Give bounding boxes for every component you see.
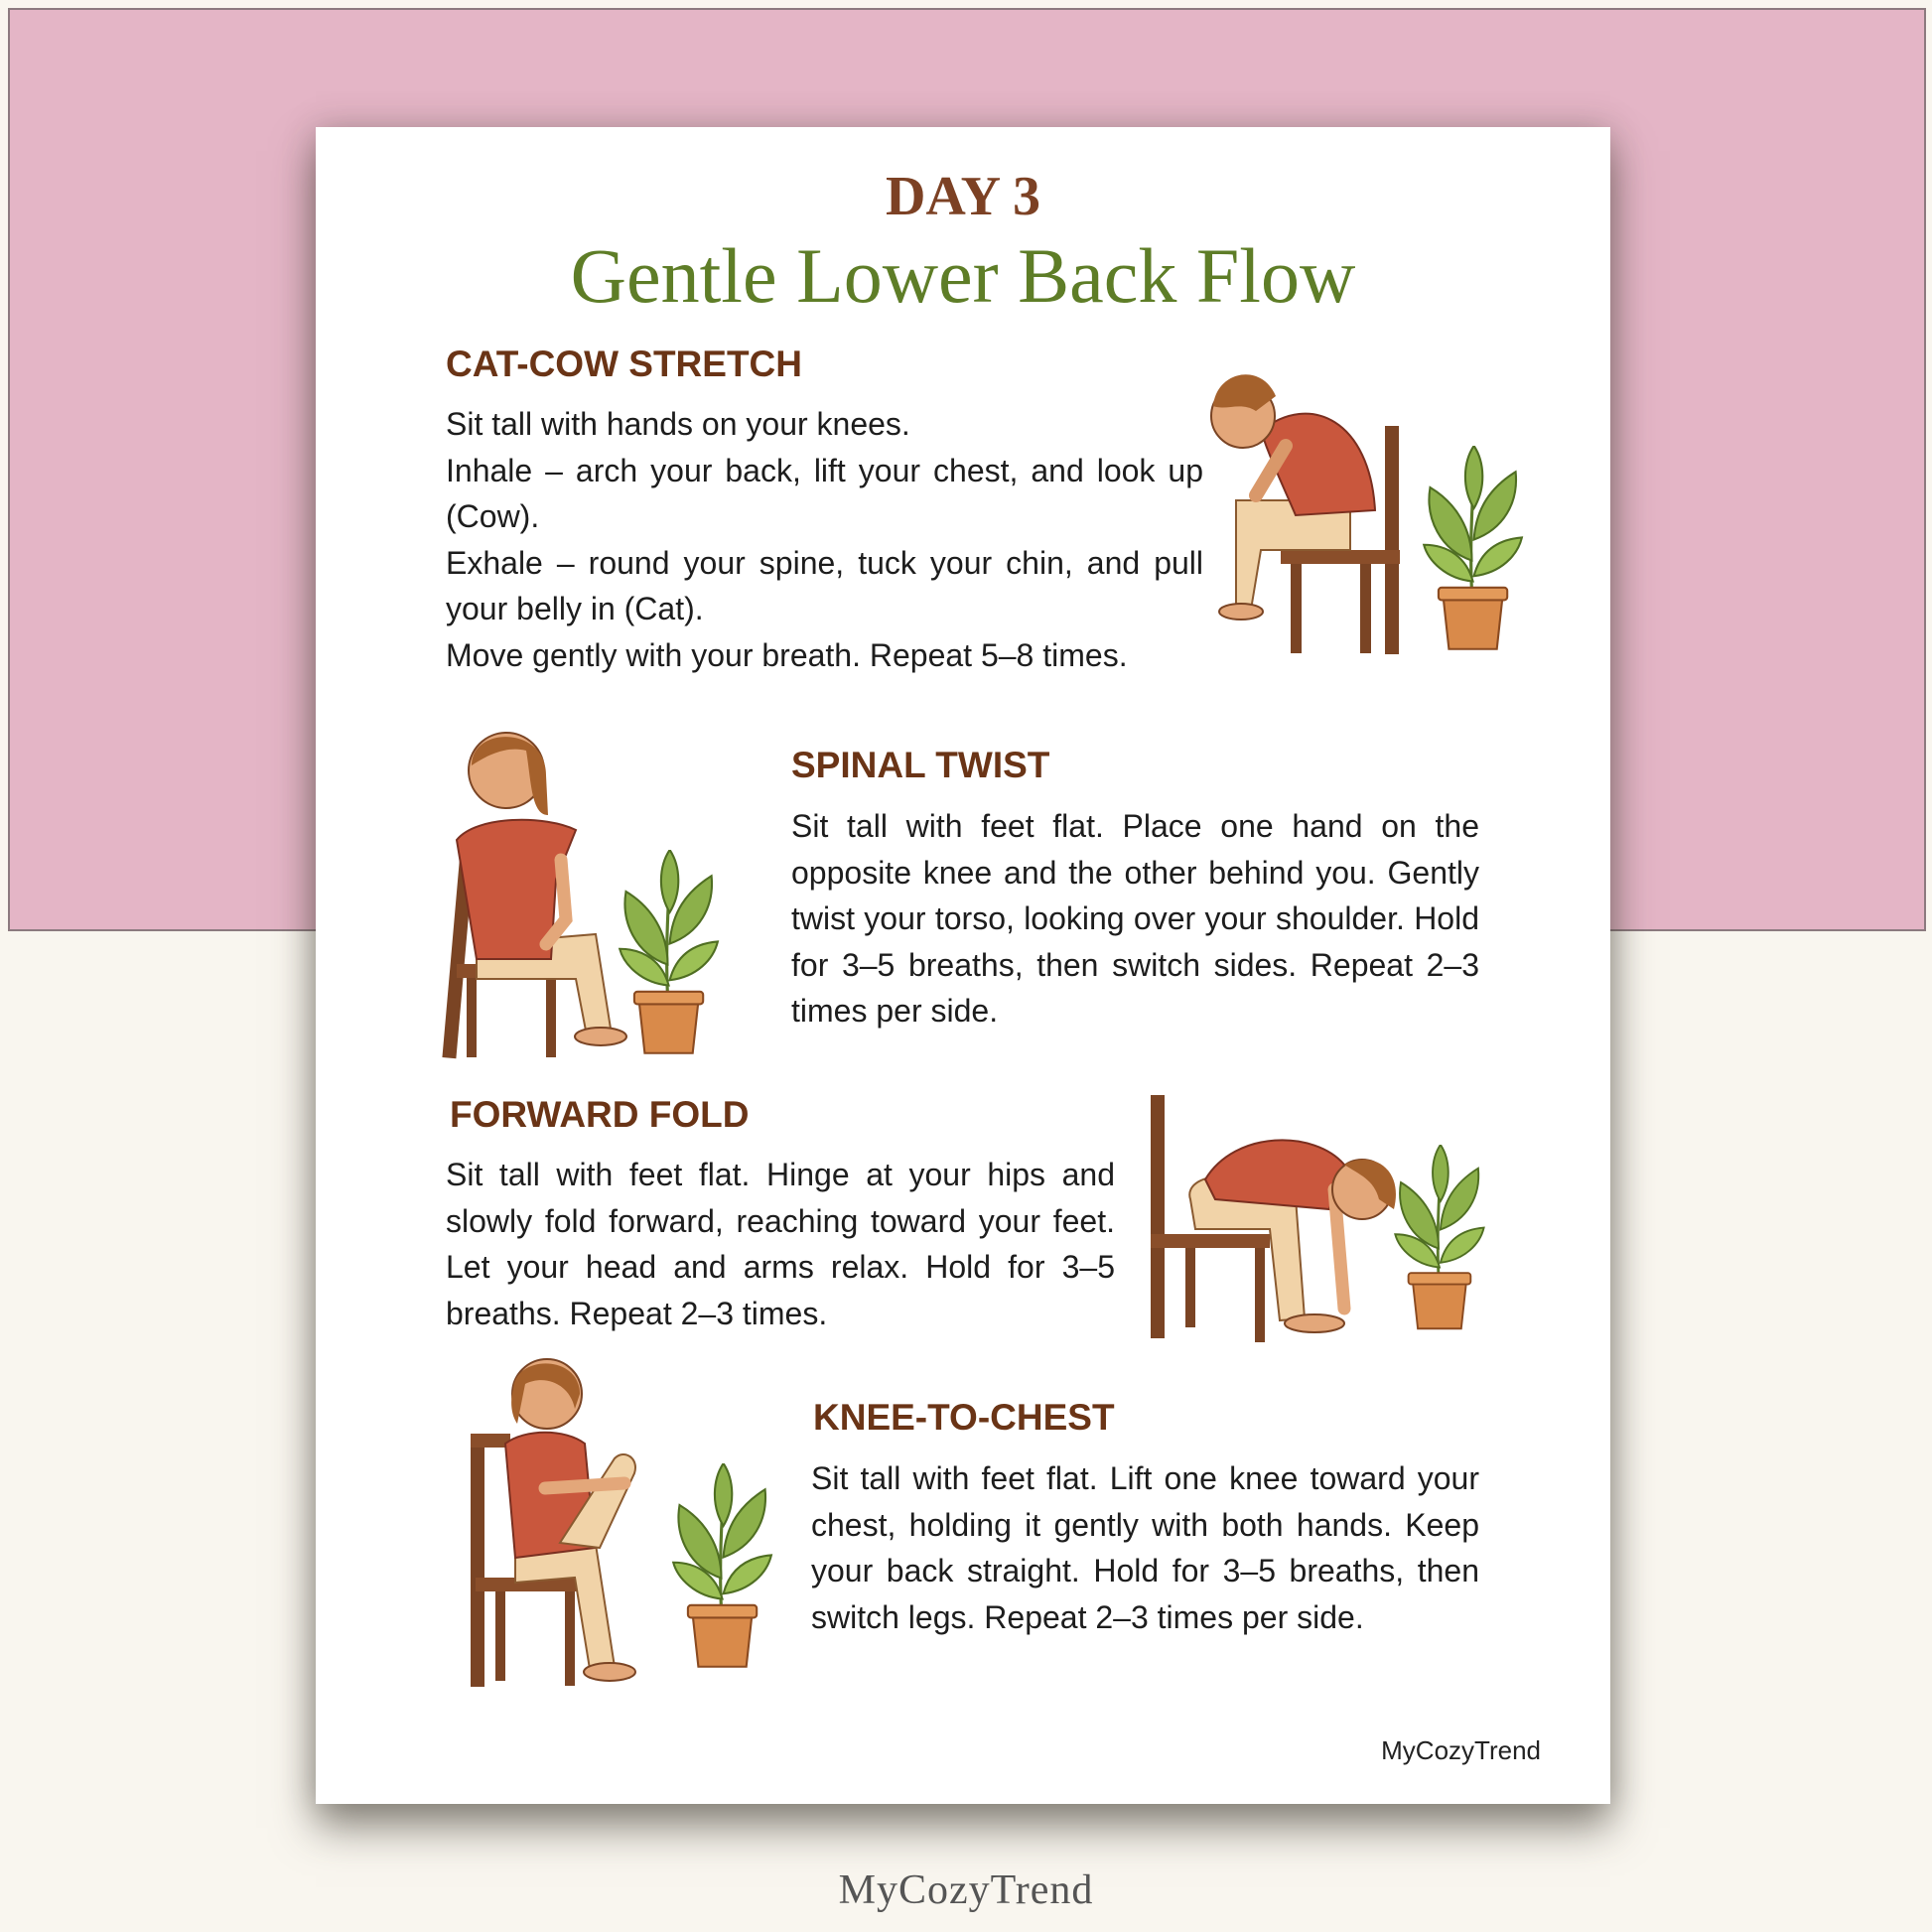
worksheet-card — [316, 127, 1610, 1804]
spinal-twist-illustration — [437, 721, 725, 1073]
footer-brand: MyCozyTrend — [838, 1867, 1094, 1913]
exercise-text-cat-cow — [446, 401, 1203, 678]
day-label: DAY 3 — [885, 166, 1041, 227]
instruction-line: Sit tall with hands on your knees. — [446, 406, 910, 442]
exercise-text-knee-to-chest: Sit tall with feet flat. Lift one knee toward your chest, holding it gently with both hands. Keep your back straight. Hold for 3–5 breaths, then switch legs. Repeat 2–3 times per side. — [811, 1460, 1479, 1635]
plant-icon — [620, 850, 718, 1053]
knee-to-chest-illustration — [466, 1349, 773, 1692]
card-watermark: MyCozyTrend — [1381, 1735, 1541, 1765]
exercise-text-spinal-twist: Sit tall with feet flat. Place one hand on the opposite knee and the other behind you. Gently twist your torso, looking over your shoulder. Hold for 3–5 breaths, then switch sides. Repeat 2–3 times per side. — [791, 808, 1479, 1029]
exercise-text-forward-fold: Sit tall with feet flat. Hinge at your hips and slowly fold forward, reaching toward your feet. Let your head and arms relax. Hold for 3–5 breaths. Repeat 2–3 times. — [446, 1157, 1115, 1331]
instruction-line: Move gently with your breath. Repeat 5–8 times. — [446, 636, 1128, 673]
forward-fold-illustration — [1146, 1090, 1488, 1343]
exercise-heading-spinal-twist: SPINAL TWIST — [791, 745, 1050, 785]
plant-icon — [1424, 446, 1522, 649]
page-title: Gentle Lower Back Flow — [570, 232, 1356, 319]
plant-icon — [1395, 1145, 1483, 1328]
instruction-line: Inhale – arch your back, lift your chest, and look up (Cow). — [446, 452, 1203, 534]
cat-cow-illustration — [1201, 351, 1522, 659]
exercise-heading-knee-to-chest: KNEE-TO-CHEST — [813, 1397, 1115, 1438]
exercise-heading-forward-fold: FORWARD FOLD — [450, 1094, 750, 1135]
plant-icon — [673, 1463, 771, 1667]
exercise-heading-cat-cow: CAT-COW STRETCH — [446, 344, 802, 384]
instruction-line: Exhale – round your spine, tuck your chin, and pull your belly in (Cat). — [446, 544, 1203, 626]
